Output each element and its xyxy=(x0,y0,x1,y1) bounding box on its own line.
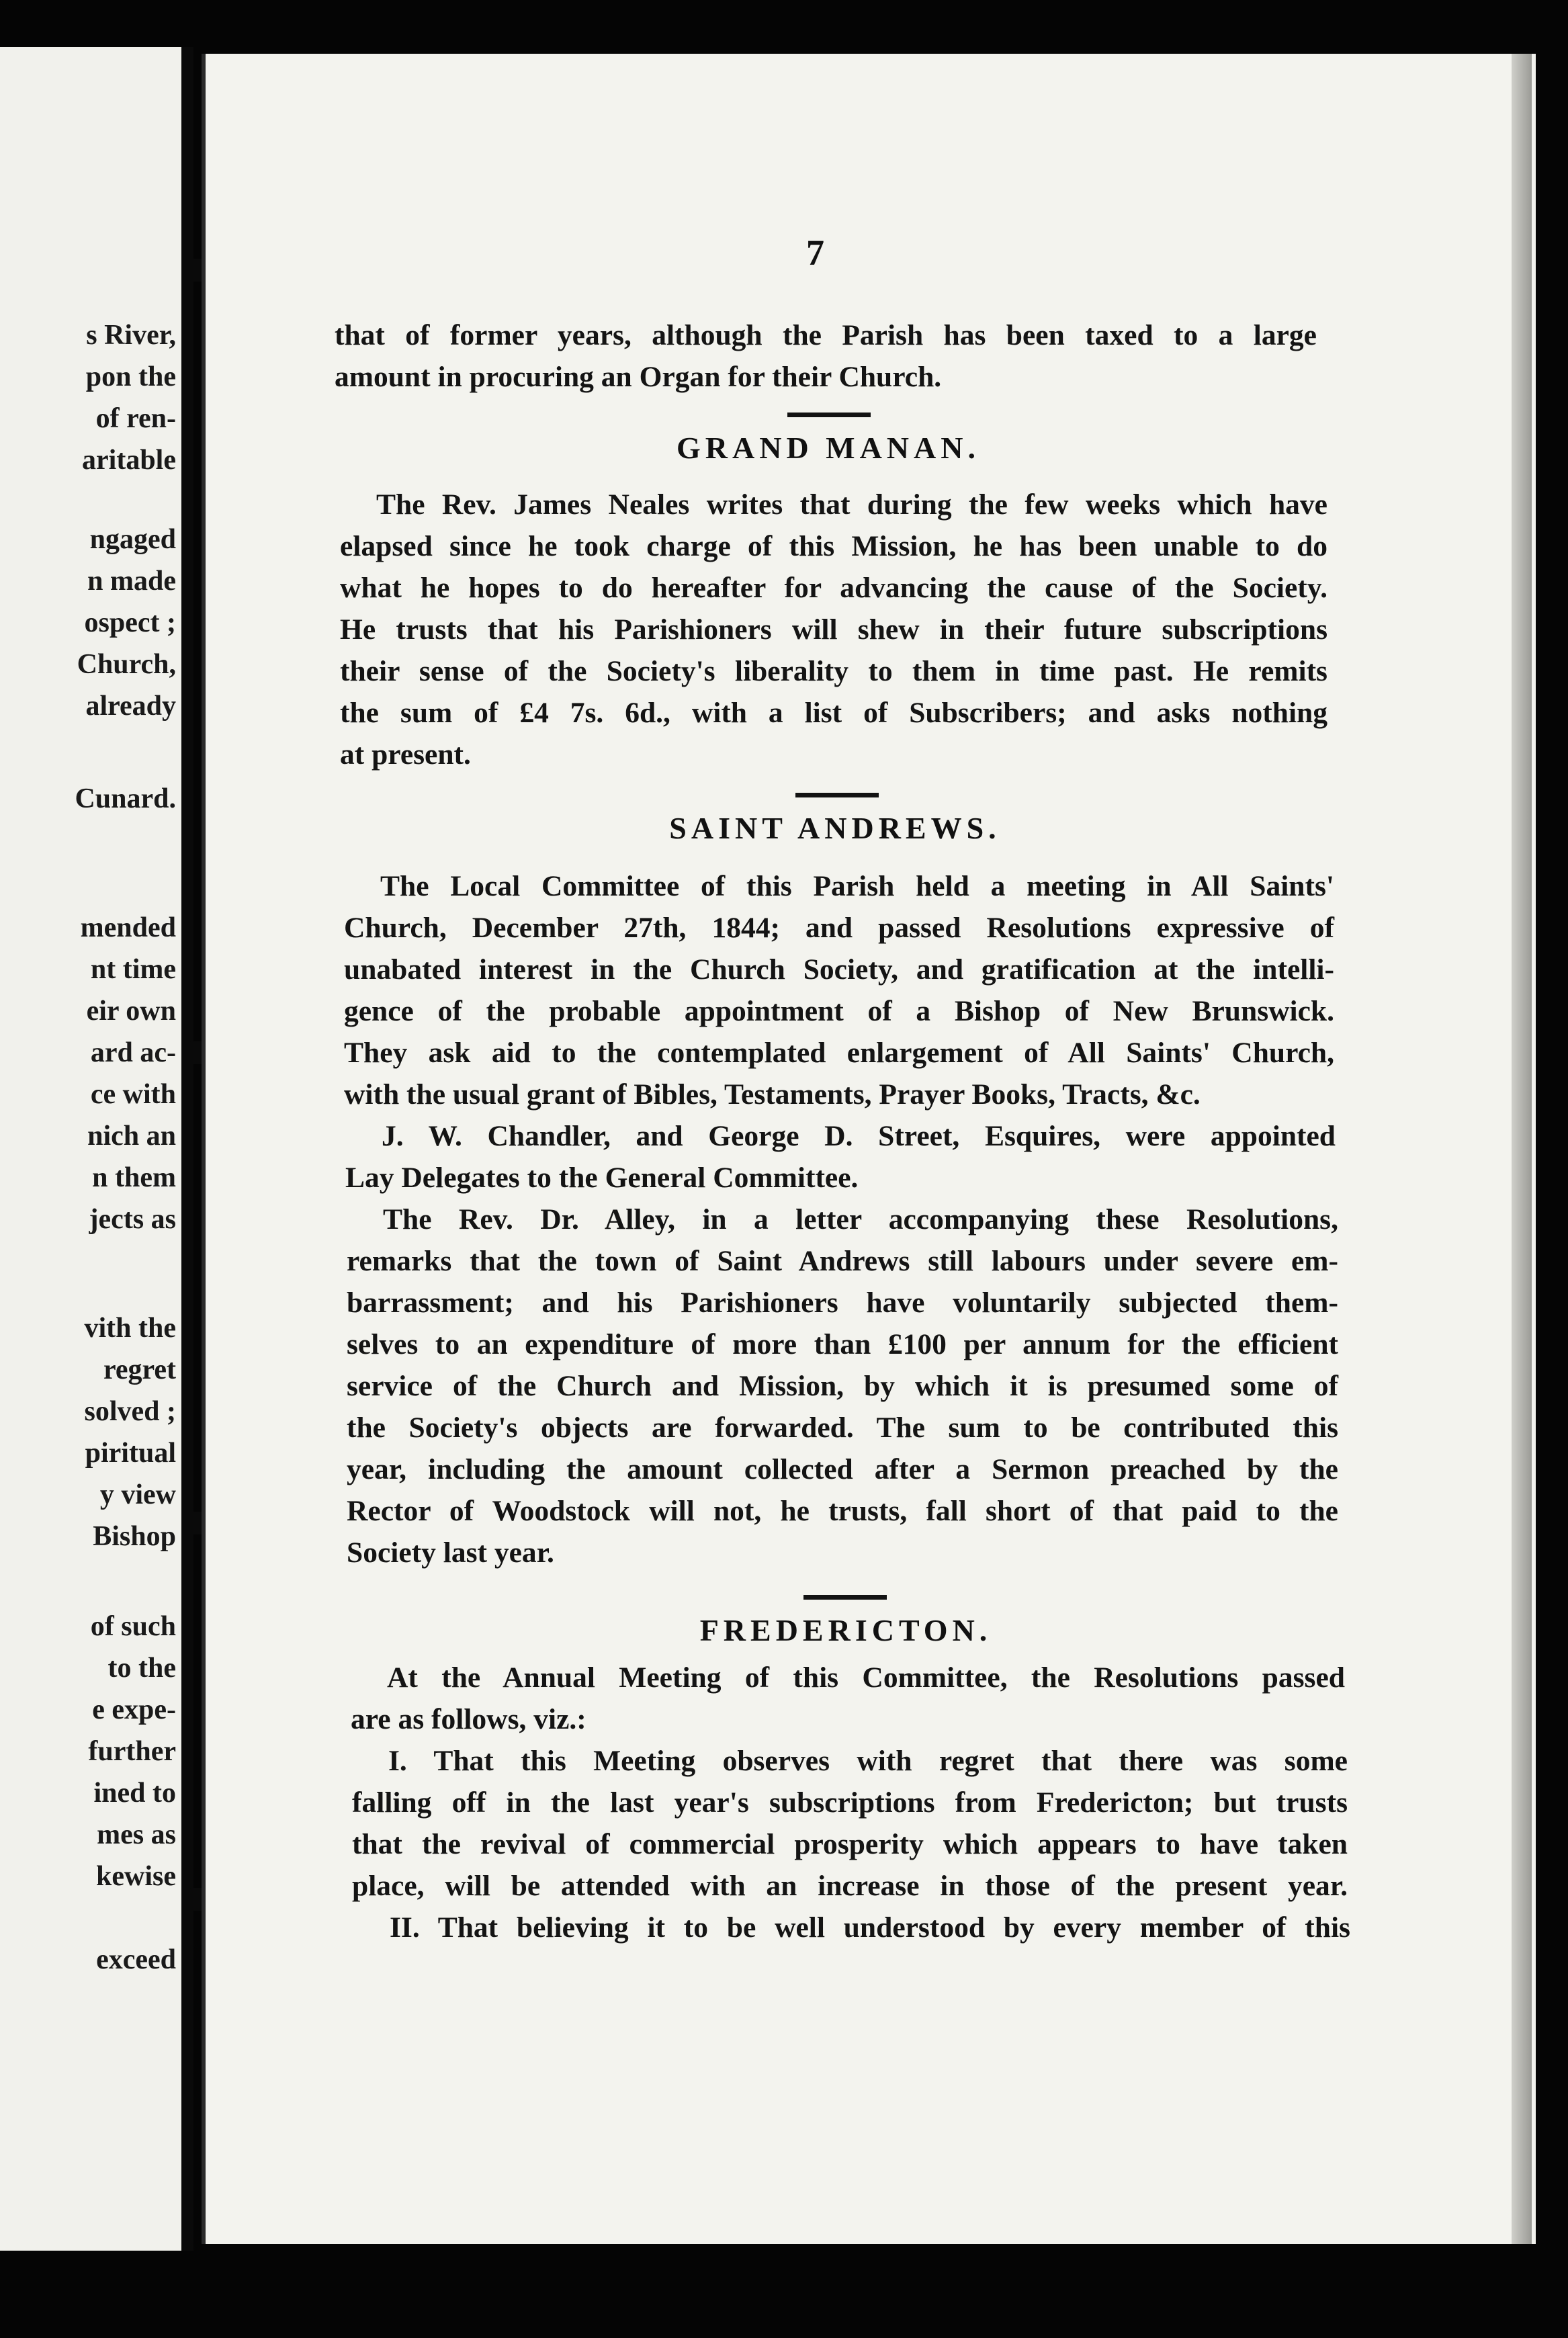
section-divider xyxy=(787,413,871,417)
book-gutter xyxy=(181,47,193,2251)
continuation-paragraph xyxy=(335,314,1317,398)
text-line: that the revival of commercial prosperity which appears to have taken xyxy=(352,1828,1348,1860)
text-line: J. W. Chandler, and George D. Street, Esquires, were appointed xyxy=(382,1120,1336,1152)
fredericton-intro xyxy=(351,1657,1345,1740)
page-number: 7 xyxy=(806,232,824,273)
left-margin-line: Bishop xyxy=(93,1521,176,1552)
left-margin-line: aritable xyxy=(82,445,176,476)
left-margin-line: eir own xyxy=(86,996,176,1027)
text-line: are as follows, viz.: xyxy=(351,1703,586,1735)
left-margin-line: mended xyxy=(80,912,176,943)
text-line: the Society's objects are forwarded. The sum to be contributed this xyxy=(347,1412,1338,1444)
saint-andrews-paragraph-1 xyxy=(344,865,1334,1115)
text-line: gence of the probable appointment of a Bishop of New Brunswick. xyxy=(344,995,1334,1027)
left-margin-line: ce with xyxy=(90,1079,176,1110)
text-line: unabated interest in the Church Society, and gratification at the intelli- xyxy=(344,953,1334,986)
text-line: at present. xyxy=(340,738,471,771)
text-line: At the Annual Meeting of this Committee, the Resolutions passed xyxy=(387,1661,1345,1694)
text-line: I. That this Meeting observes with regret that there was some xyxy=(388,1745,1348,1777)
text-line: the sum of £4 7s. 6d., with a list of Subscribers; and asks nothing xyxy=(340,697,1327,729)
left-margin-line: jects as xyxy=(89,1204,176,1235)
text-line: The Local Committee of this Parish held a meeting in All Saints' xyxy=(380,870,1334,902)
text-line: II. That believing it to be well understood by every member of this xyxy=(390,1911,1350,1944)
saint-andrews-paragraph-2 xyxy=(345,1115,1336,1199)
text-line: selves to an expenditure of more than £100 per annum for the efficient xyxy=(347,1328,1338,1360)
text-line: year, including the amount collected after a Sermon preached by the xyxy=(347,1453,1338,1485)
saint-andrews-paragraph-3 xyxy=(347,1199,1338,1573)
text-line: Lay Delegates to the General Committee. xyxy=(345,1162,859,1194)
left-margin-line: Cunard. xyxy=(75,783,176,814)
left-margin-line: ined to xyxy=(93,1778,176,1809)
text-line: remarks that the town of Saint Andrews still labours under severe em- xyxy=(347,1245,1338,1277)
left-margin-line: regret xyxy=(103,1354,176,1385)
left-margin-line: already xyxy=(85,691,176,722)
text-line: with the usual grant of Bibles, Testaments, Prayer Books, Tracts, &c. xyxy=(344,1078,1201,1111)
left-margin-line: n them xyxy=(92,1162,176,1193)
left-margin-line: vith the xyxy=(84,1313,176,1344)
text-line: service of the Church and Mission, by which it is presumed some of xyxy=(347,1370,1338,1402)
text-line: barrassment; and his Parishioners have voluntarily subjected them- xyxy=(347,1287,1338,1319)
left-margin-line: mes as xyxy=(97,1819,176,1850)
left-margin-line: further xyxy=(88,1736,176,1767)
left-margin-line: ospect ; xyxy=(84,607,176,638)
left-margin-line: of such xyxy=(90,1611,176,1642)
section-heading-saint-andrews: SAINT ANDREWS. xyxy=(669,811,1001,845)
section-heading-fredericton: FREDERICTON. xyxy=(699,1613,992,1647)
left-margin-line: ard ac- xyxy=(90,1037,176,1068)
left-margin-line: exceed xyxy=(96,1944,176,1975)
left-margin-line: solved ; xyxy=(84,1396,176,1427)
left-margin-line: piritual xyxy=(85,1438,176,1469)
grand-manan-paragraph xyxy=(340,484,1327,775)
fredericton-resolution-2 xyxy=(353,1907,1350,1948)
text-line: Society last year. xyxy=(347,1536,554,1569)
left-margin-line: e expe- xyxy=(92,1694,176,1725)
section-heading-grand-manan: GRAND MANAN. xyxy=(677,431,980,465)
text-line: Rector of Woodstock will not, he trusts, fall short of that paid to the xyxy=(347,1495,1338,1527)
left-facing-page xyxy=(0,47,181,2251)
text-line: Church, December 27th, 1844; and passed Resolutions expressive of xyxy=(344,912,1334,944)
left-margin-line: of ren- xyxy=(95,403,176,434)
text-line: He trusts that his Parishioners will shew in their future subscriptions xyxy=(340,613,1327,646)
text-line: They ask aid to the contemplated enlargement of All Saints' Church, xyxy=(344,1037,1334,1069)
section-divider xyxy=(803,1595,887,1600)
text-line: The Rev. Dr. Alley, in a letter accompanying these Resolutions, xyxy=(383,1203,1338,1236)
text-line: elapsed since he took charge of this Mission, he has been unable to do xyxy=(340,530,1327,562)
left-margin-line: n made xyxy=(87,566,176,597)
text-line: their sense of the Society's liberality to them in time past. He remits xyxy=(340,655,1327,687)
text-line: The Rev. James Neales writes that during the few weeks which have xyxy=(376,488,1327,521)
left-margin-line: Church, xyxy=(77,649,176,680)
text-line: falling off in the last year's subscriptions from Fredericton; but trusts xyxy=(352,1786,1348,1819)
section-divider xyxy=(795,793,879,797)
text-line: that of former years, although the Parish has been taxed to a large xyxy=(335,319,1317,351)
fredericton-resolution-1 xyxy=(352,1740,1348,1907)
left-margin-line: kewise xyxy=(96,1861,176,1892)
text-line: place, will be attended with an increase in those of the present year. xyxy=(352,1870,1348,1902)
left-margin-line: y view xyxy=(99,1479,176,1510)
left-margin-line: s River, xyxy=(86,320,176,351)
text-line: amount in procuring an Organ for their Church. xyxy=(335,361,942,393)
left-margin-line: nich an xyxy=(87,1121,176,1152)
left-margin-line: to the xyxy=(107,1653,176,1684)
left-margin-line: nt time xyxy=(90,954,176,985)
left-margin-line: ngaged xyxy=(89,524,176,555)
text-line: what he hopes to do hereafter for advancing the cause of the Society. xyxy=(340,572,1327,604)
page-edge-shadow xyxy=(1512,54,1532,2244)
left-margin-line: pon the xyxy=(85,361,176,392)
